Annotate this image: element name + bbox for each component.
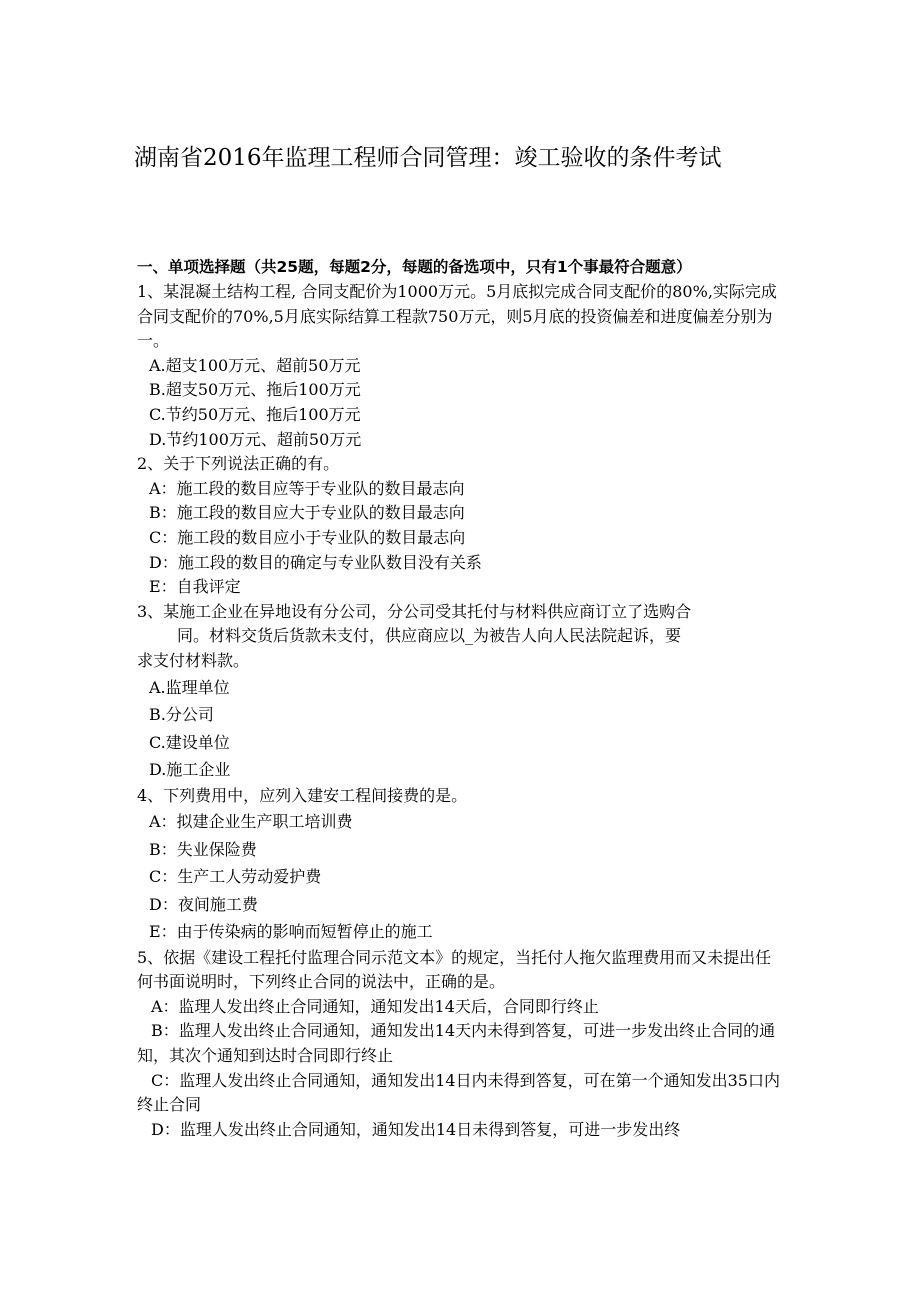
question-2 [137, 452, 785, 600]
option-a: A.超支100万元、超前50万元 [149, 355, 361, 375]
option-c: C.节约50万元、拖后100万元 [149, 404, 361, 424]
question-4 [137, 784, 785, 946]
option-e: E：自我评定 [149, 577, 241, 597]
option-c: C：监理人发出终止合同通知，通知发出14日内未得到答复，可在第一个通知发出35口内终止合同 [137, 1070, 780, 1115]
question-stem: 1、某混凝土结构工程, 合同支配价为1000万元。5月底拟完成合同支配价的80%,实际完成合同支配价的70%,5月底实际结算工程款750万元，则5月底的投资偏差和进度偏差分别为一。 [137, 282, 777, 351]
option-b: B.超支50万元、拖后100万元 [149, 380, 361, 400]
option-d: D.节约100万元、超前50万元 [149, 429, 362, 449]
option-b: B：监理人发出终止合同通知，通知发出14天内未得到答复，可进一步发出终止合同的通知，其次个通知到达时合同即行终止 [137, 1021, 776, 1065]
question-stem: 2、关于下列说法正确的有。 [137, 454, 340, 474]
document-title: 湖南省2016年监理工程师合同管理：竣工验收的条件考试 [134, 145, 722, 171]
option-d: D：监理人发出终止合同通知，通知发出14日未得到答复，可进一步发出终 [151, 1119, 681, 1139]
question-stem-line-2: 同。材料交货后货款未支付，供应商应以_为被告人向人民法院起诉，要 [177, 626, 682, 646]
option-d: D：夜间施工费 [149, 894, 258, 914]
option-d: D.施工企业 [149, 760, 231, 779]
option-a: A：监理人发出终止合同通知，通知发出14天后，合同即行终止 [151, 996, 599, 1016]
question-1 [137, 280, 785, 452]
option-b: B.分公司 [149, 705, 214, 724]
option-c: C.建设单位 [149, 732, 230, 752]
option-d: D：施工段的数目的确定与专业队数目没有关系 [149, 552, 482, 572]
option-c: C：生产工人劳动爱护费 [149, 867, 322, 887]
option-a: A.监理单位 [149, 677, 230, 697]
option-c: C：施工段的数目应小于专业队的数目最志向 [149, 527, 466, 547]
option-a: A：施工段的数目应等于专业队的数目最志向 [149, 478, 465, 498]
question-stem: 5、依据《建设工程托付监理合同示范文本》的规定，当托付人拖欠监理费用而又未提出任何书面说明时，下列终止合同的说法中，正确的是。 [137, 947, 772, 992]
question-5 [137, 946, 785, 1143]
option-e: E：由于传染病的影响而短暂停止的施工 [149, 922, 433, 942]
option-b: B：施工段的数目应大于专业队的数目最志向 [149, 503, 465, 523]
option-a: A：拟建企业生产职工培训费 [149, 812, 353, 832]
section-heading: 一、单项选择题（共25题，每题2分，每题的备选项中，只有1个事最符合题意） [137, 258, 692, 276]
question-3 [137, 600, 785, 784]
option-b: B：失业保险费 [149, 839, 257, 859]
question-stem-line-1: 3、某施工企业在异地设有分公司，分公司受其托付与材料供应商订立了选购合 [137, 601, 692, 621]
question-stem: 4、下列费用中，应列入建安工程间接费的是。 [137, 785, 468, 805]
document-body [137, 255, 785, 1142]
question-stem-line-3: 求支付材料款。 [137, 650, 250, 670]
